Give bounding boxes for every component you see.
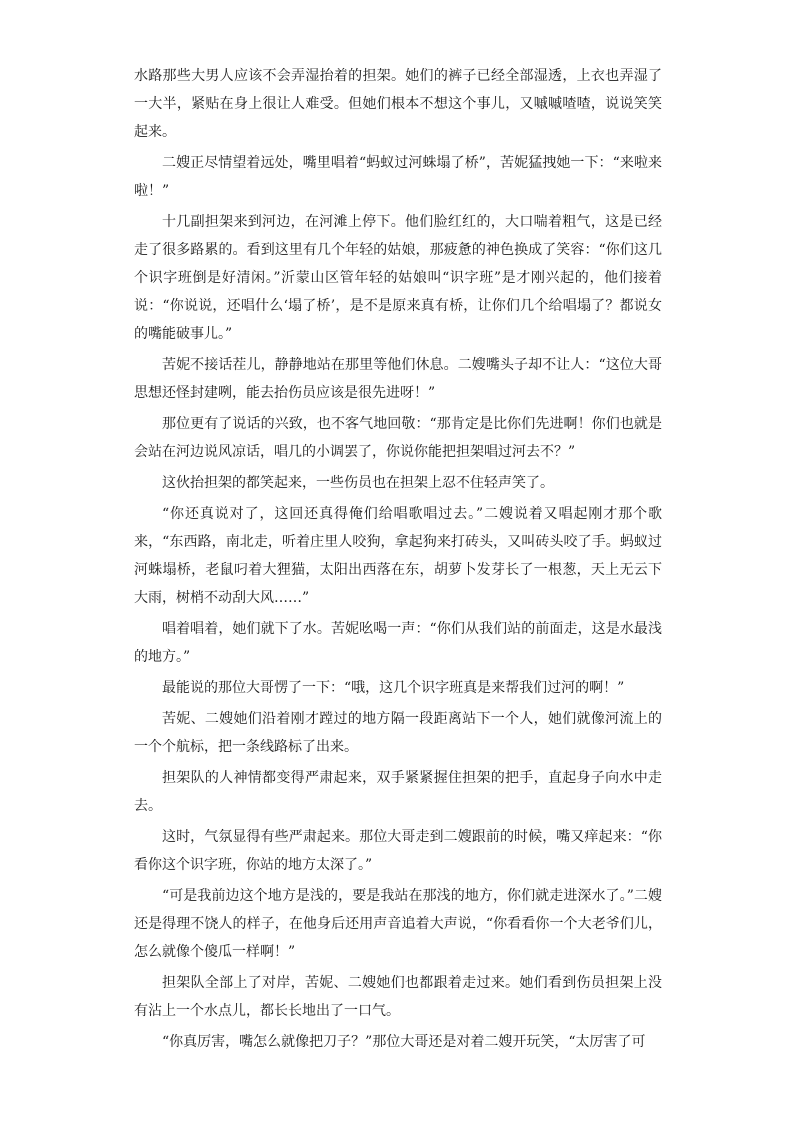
paragraph-6: 这伙抬担架的都笑起来，一些伤员也在担架上忍不住轻声笑了。	[162, 475, 554, 491]
paragraph-14: 担架队全部上了对岸，苦妮、二嫂她们也都跟着走过来。她们看到伤员担架上没有沾上一个水点儿，都长长地出了一口气。	[134, 975, 662, 1019]
paragraph-15: “你真厉害，嘴怎么就像把刀子？”那位大哥还是对着二嫂开玩笑，“太厉害了可	[162, 1034, 646, 1050]
paragraph-1: 水路那些大男人应该不会弄湿抬着的担架。她们的裤子已经全部湿透，上衣也弄湿了一大半，紧贴在身上很让人难受。但她们根本不想这个事儿，又嘁嘁喳喳，说说笑笑起来。	[134, 68, 662, 140]
paragraph-5: 那位更有了说话的兴致，也不客气地回敬：“那肯定是比你们先进啊！你们也就是会站在河边说风凉话，唱几的小调罢了，你说你能把担架唱过河去不？”	[134, 416, 662, 460]
paragraph-3: 十几副担架来到河边，在河滩上停下。他们脸红红的，大口喘着粗气，这是已经走了很多路累的。看到这里有几个年轻的姑娘，那疲惫的神色换成了笑容：“你们这几个识字班倒是好清闲。”沂蒙山区管年轻的姑娘叫“识字班”是才刚兴起的，他们接着说：“你说说，还唱什么‘塌了桥’，是不是原来真有桥，让你们几个给唱塌了？都说女的嘴能破事儿。”	[134, 214, 662, 342]
paragraph-2: 二嫂正尽情望着远处，嘴里唱着“蚂蚁过河蛛塌了桥”，苦妮猛拽她一下：“来啦来啦！”	[134, 155, 662, 199]
paragraph-7: “你还真说对了，这回还真得俺们给唱歌唱过去。”二嫂说着又唱起刚才那个歌来，“东西路，南北走，听着庄里人咬狗，拿起狗来打砖头，又叫砖头咬了手。蚂蚁过河蛛塌桥，老鼠叼着大狸猫，太阳出西落在东，胡萝卜发芽长了一根葱，天上无云下大雨，树梢不动刮大风……”	[134, 506, 662, 606]
paragraph-4: 苦妮不接话茬儿，静静地站在那里等他们休息。二嫂嘴头子却不让人：“这位大哥思想还怪封建咧，能去抬伤员应该是很先进呀！”	[134, 357, 662, 401]
paragraph-8: 唱着唱着，她们就下了水。苦妮吆喝一声：“你们从我们站的前面走，这是水最浅的地方。”	[134, 621, 662, 665]
paragraph-10: 苦妮、二嫂她们沿着刚才蹚过的地方隔一段距离站下一个人，她们就像河流上的一个个航标，把一条线路标了出来。	[134, 711, 662, 755]
paragraph-11: 担架队的人神情都变得严肃起来，双手紧紧握住担架的把手，直起身子向水中走去。	[134, 770, 662, 814]
paragraph-9: 最能说的那位大哥愣了一下：“哦，这几个识字班真是来帮我们过河的啊！”	[162, 680, 625, 696]
document-page	[134, 62, 662, 1056]
paragraph-12: 这时，气氛显得有些严肃起来。那位大哥走到二嫂跟前的时候，嘴又痒起来：“你看你这个识字班，你站的地方太深了。”	[134, 829, 662, 873]
paragraph-13: “可是我前边这个地方是浅的，要是我站在那浅的地方，你们就走进深水了。”二嫂还是得理不饶人的样子，在他身后还用声音追着大声说，“你看看你一个大老爷们儿，怎么就像个傻瓜一样啊！”	[134, 888, 662, 960]
